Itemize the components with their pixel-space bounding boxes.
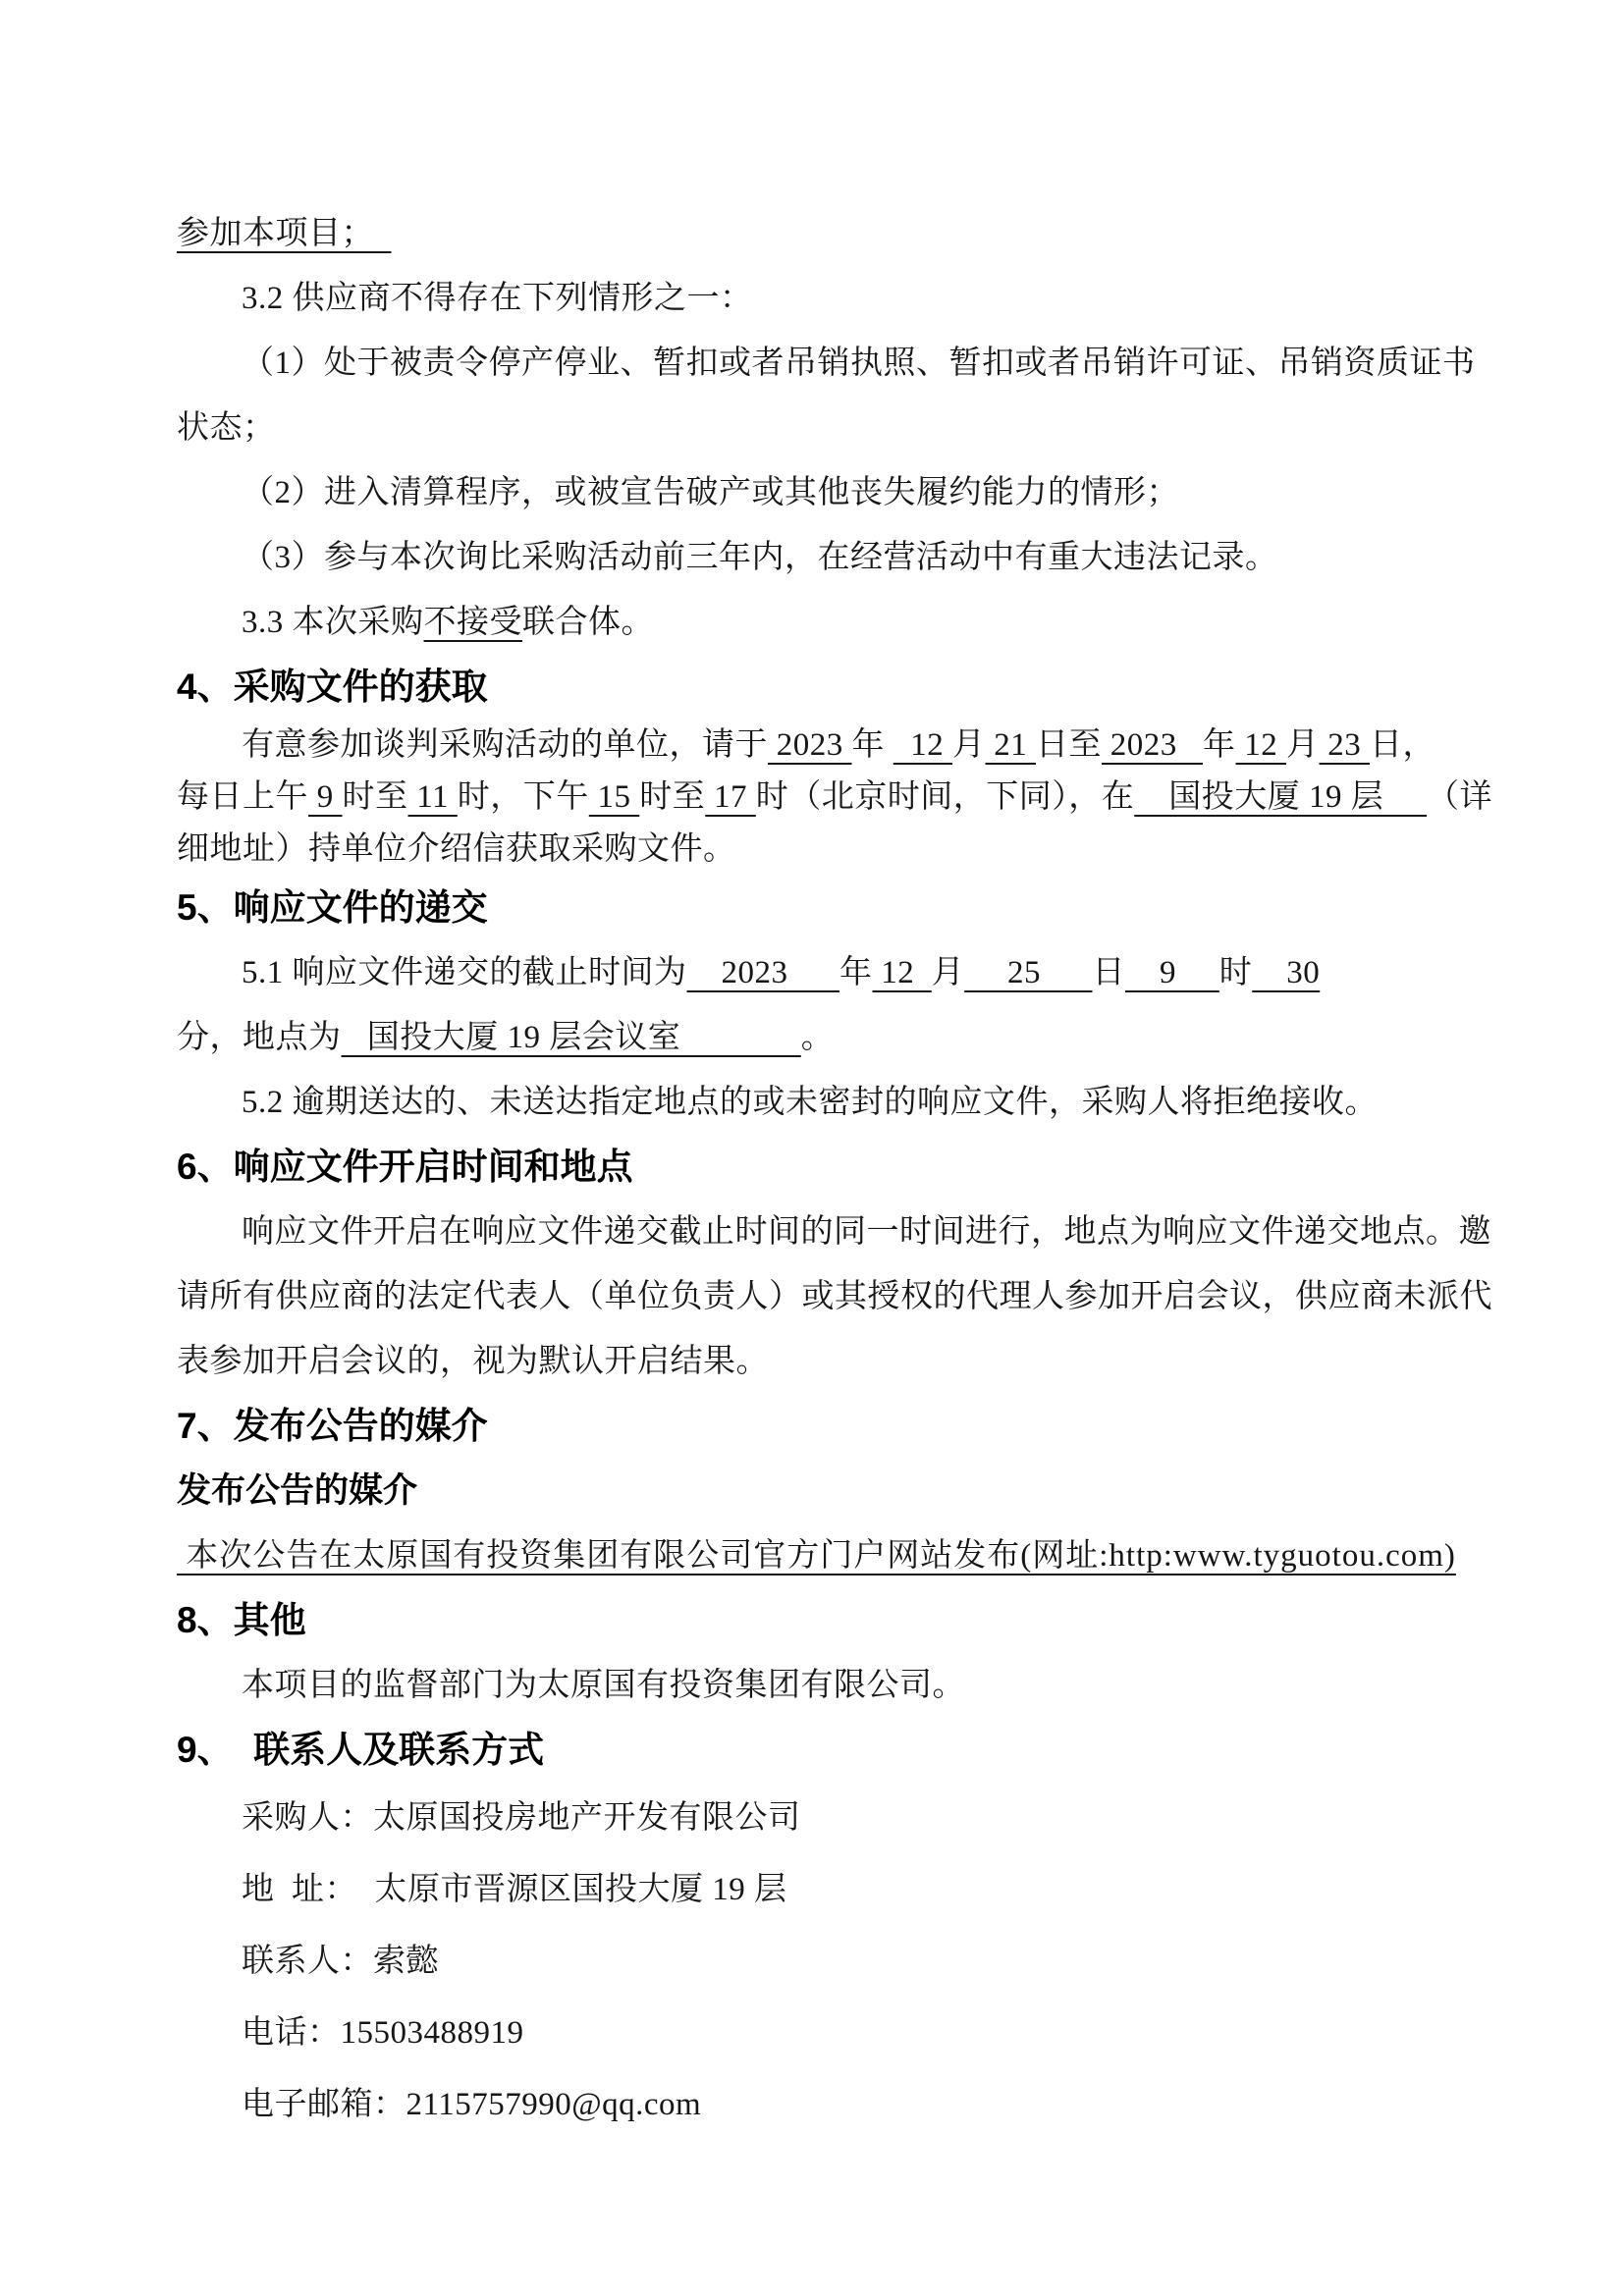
text-run: 每日上午	[177, 779, 308, 815]
text-run: 本项目的监督部门为太原国有投资集团有限公司。	[242, 1668, 965, 1703]
text-run: 月	[931, 955, 965, 990]
clause-3-2-item-3	[177, 525, 1477, 590]
section-6-text-line-2	[177, 1264, 1492, 1329]
text-run: 日至	[1036, 727, 1102, 763]
text-run: 年	[851, 727, 893, 763]
text-run: 5.2 逾期送达的、未送达指定地点的或未密封的响应文件，采购人将拒绝接收。	[242, 1085, 1378, 1120]
announcement-media-line	[177, 1523, 1477, 1588]
text-run: 7、发布公告的媒介	[177, 1406, 488, 1446]
underlined-text: 参加本项目；	[177, 216, 392, 251]
text-run: 时至	[639, 779, 706, 815]
section-4-text-line-1	[177, 720, 1477, 772]
underlined-text: 国投大厦 19 层	[1134, 779, 1428, 815]
section-7-subheading	[177, 1459, 1477, 1523]
text-run: 8、其他	[177, 1600, 306, 1640]
underlined-text: 国投大厦 19 层会议室	[341, 1020, 801, 1055]
clause-3-2-item-1-cont	[177, 396, 1477, 460]
section-8-heading	[177, 1588, 1477, 1653]
text-run: 细地址）持单位介绍信获取采购文件。	[177, 831, 736, 867]
section-5-heading	[177, 876, 1477, 940]
text-run: （2）进入清算程序，或被宣告破产或其他丧失履约能力的情形；	[242, 475, 1179, 510]
underlined-text: 23	[1319, 727, 1370, 763]
section-8-text	[177, 1653, 1477, 1718]
clause-3-3	[177, 590, 1477, 655]
text-run: 联合体。	[522, 605, 654, 640]
text-run: 状态；	[177, 410, 276, 446]
underlined-text: 12	[1235, 727, 1286, 763]
section-4-heading	[177, 655, 1477, 720]
text-run: 年	[839, 955, 873, 990]
text-run: 3.2 供应商不得存在下列情形之一：	[242, 281, 753, 316]
clause-5-1-line-1	[177, 940, 1477, 1005]
text-run: 6、响应文件开启时间和地点	[177, 1147, 633, 1187]
text-run: 时至	[342, 779, 408, 815]
text-run: （详	[1427, 779, 1493, 815]
underlined-text: 17	[705, 779, 756, 815]
clause-3-2-item-2	[177, 460, 1477, 525]
underlined-text: 11	[407, 779, 458, 815]
text-run: 4、采购文件的获取	[177, 667, 488, 707]
clause-5-2	[177, 1070, 1477, 1135]
text-run: （1）处于被责令停产停业、暂扣或者吊销执照、暂扣或者吊销许可证、吊销资质证书	[242, 346, 1476, 381]
section-7-heading	[177, 1394, 1477, 1459]
underlined-text: 12	[893, 727, 952, 763]
section-9-heading	[177, 1718, 1477, 1783]
clause-3-2-item-1	[177, 331, 1477, 396]
section-4-text-line-3	[177, 824, 1477, 876]
text-run: 9、 联系人及联系方式	[177, 1730, 545, 1770]
underlined-text: 25	[964, 955, 1093, 990]
text-run: 电子邮箱：2115757990@qq.com	[242, 2087, 702, 2122]
text-run: 时，下午	[457, 779, 589, 815]
underlined-text: 9	[308, 779, 343, 815]
text-run: 分，地点为	[177, 1020, 342, 1055]
section-6-heading	[177, 1135, 1477, 1200]
contact-email	[177, 2069, 1477, 2141]
text-run: 采购人：太原国投房地产开发有限公司	[242, 1800, 801, 1836]
contact-person	[177, 1926, 1477, 1998]
text-run: 请所有供应商的法定代表人（单位负责人）或其授权的代理人参加开启会议，供应商未派代	[177, 1279, 1492, 1314]
underlined-text: 15	[588, 779, 640, 815]
text-run: 5.1 响应文件递交的截止时间为	[242, 955, 687, 990]
underlined-text: 不接受	[423, 605, 522, 640]
clause-continuation-line	[177, 201, 1477, 266]
text-run: 时（北京时间，下同），在	[755, 779, 1135, 815]
text-run: 发布公告的媒介	[177, 1471, 418, 1510]
underlined-text: 9	[1125, 955, 1219, 990]
clause-3-2	[177, 266, 1477, 331]
underlined-text: 12	[872, 955, 932, 990]
text-run: 有意参加谈判采购活动的单位，请于	[242, 727, 768, 763]
text-run: 地 址： 太原市晋源区国投大厦 19 层	[242, 1872, 787, 1907]
text-run: 响应文件开启在响应文件递交截止时间的同一时间进行，地点为响应文件递交地点。邀	[242, 1214, 1491, 1250]
section-6-text-line-1	[177, 1200, 1491, 1264]
text-run: 月	[952, 727, 986, 763]
text-run: 月	[1286, 727, 1320, 763]
text-run: 5、响应文件的递交	[177, 887, 488, 928]
underlined-text: 21	[985, 727, 1036, 763]
underlined-text: 本次公告在太原国有投资集团有限公司官方门户网站发布(网址:http:www.tyguotou.com)	[177, 1538, 1456, 1574]
underlined-text: 2023	[768, 727, 852, 763]
underlined-text: 2023	[1102, 727, 1203, 763]
text-run: 电话：15503488919	[242, 2015, 524, 2051]
contact-phone	[177, 1998, 1477, 2069]
underlined-text: 2023	[686, 955, 839, 990]
contact-address	[177, 1854, 1477, 1926]
text-run: 表参加开启会议的，视为默认开启结果。	[177, 1344, 769, 1379]
text-run: 日	[1092, 955, 1125, 990]
text-run: 联系人：索懿	[242, 1944, 439, 1979]
section-4-text-line-2	[177, 772, 1493, 824]
clause-5-1-line-2	[177, 1005, 1477, 1070]
contact-purchaser	[177, 1783, 1477, 1854]
text-run: 时	[1218, 955, 1253, 990]
text-run: （3）参与本次询比采购活动前三年内，在经营活动中有重大违法记录。	[242, 540, 1278, 575]
text-run: 。	[800, 1020, 835, 1055]
text-run: 年	[1203, 727, 1236, 763]
text-run: 3.3 本次采购	[242, 605, 424, 640]
underlined-text: 30	[1252, 955, 1321, 990]
section-6-text-line-3	[177, 1329, 1477, 1394]
text-run: 日，	[1370, 727, 1435, 763]
